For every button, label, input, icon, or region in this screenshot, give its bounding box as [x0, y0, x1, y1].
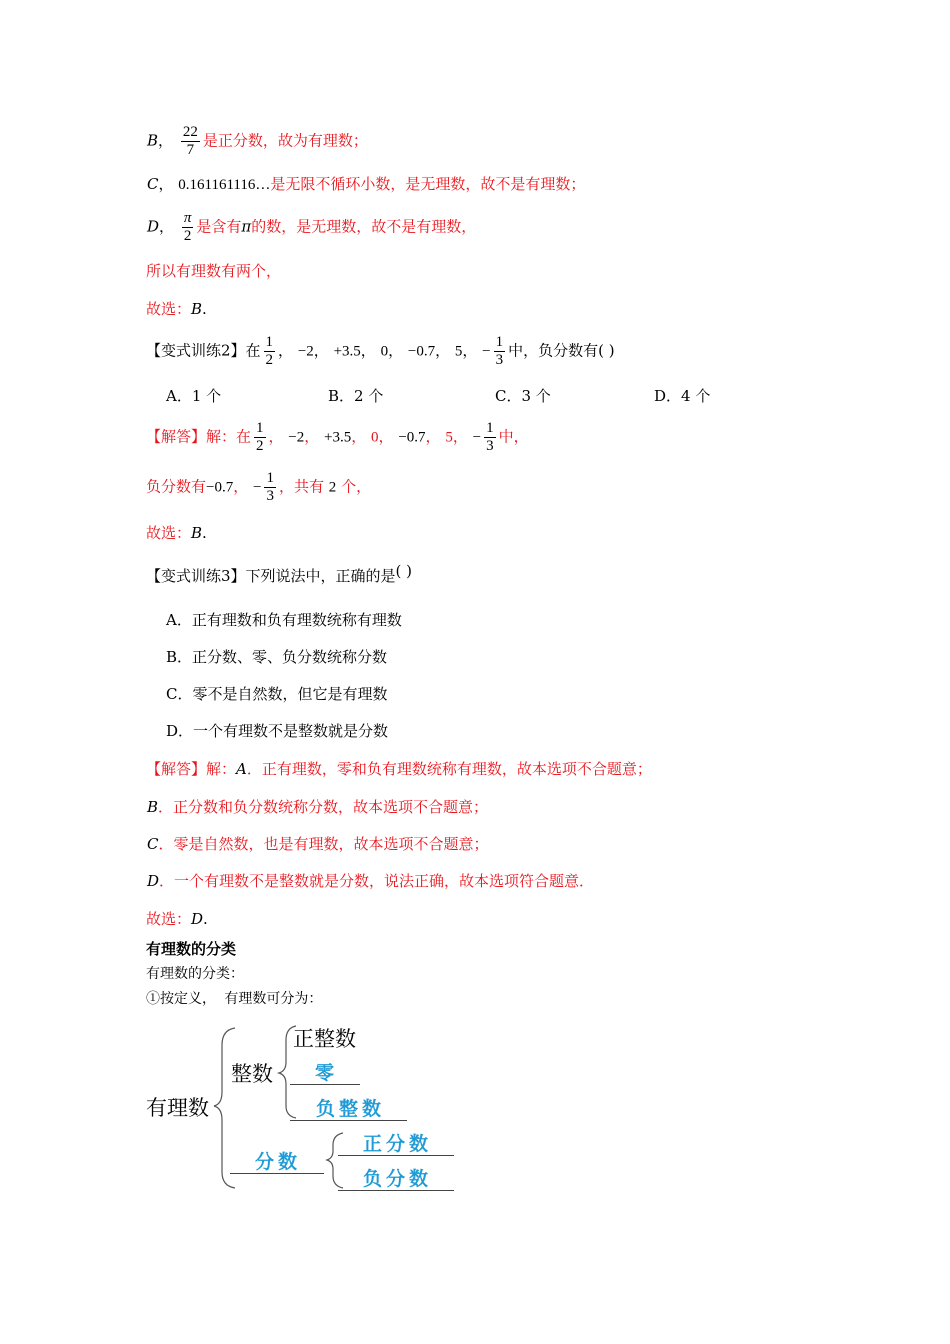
- fraction-half: $\frac{1}{2}$: [265, 334, 274, 368]
- ex3-option-c: C．零不是自然数，但它是有理数: [166, 685, 388, 703]
- blank-line-fraction: [230, 1173, 324, 1174]
- tree-negative-integer: 负整数: [316, 1098, 386, 1120]
- tree-positive-integer: 正整数: [293, 1027, 356, 1051]
- tree-root: 有理数: [146, 1096, 209, 1120]
- fraction-third: $\frac{1}{3}$: [266, 470, 274, 504]
- ex2-option-c: C．3 个: [495, 387, 551, 405]
- tree-negative-fraction: 负分数: [363, 1168, 433, 1190]
- blank-line-negative-integer: [290, 1120, 407, 1121]
- blank-line-negative-fraction: [338, 1190, 454, 1191]
- tree-fraction: 分数: [255, 1151, 302, 1173]
- ex3-solution-c: C．零是自然数，也是有理数，故本选项不合题意；: [147, 835, 489, 853]
- sol1-b-text: 是正分数，故为有理数；: [202, 131, 368, 150]
- ex3-title: 【变式训练3】下列说法中，正确的是: [146, 567, 396, 585]
- ex2-option-a: A．1 个: [166, 387, 222, 405]
- sol1-b-line: B， $\frac{22}{7}$ 是正分数，故为有理数；: [147, 124, 368, 158]
- ex2-question: 【变式训练2】在 $\frac{1}{2}$ ， −2， +3.5， 0， −0.7， 5， − $\frac{1}{3}$ 中，负分数有( ): [146, 334, 615, 368]
- ex3-answer: 故选：D.: [146, 910, 208, 928]
- sol1-answer: 故选：B.: [146, 300, 207, 318]
- root-brace: [214, 1028, 235, 1188]
- fraction-brace: [327, 1133, 343, 1188]
- section-subheading: 有理数的分类：: [146, 966, 244, 982]
- answer-paren: ( ): [395, 562, 413, 580]
- tree-zero: 零: [315, 1062, 339, 1084]
- blank-line-zero: [290, 1084, 360, 1085]
- fraction: $\frac{22}{7}$: [182, 124, 198, 158]
- fraction-third: $\frac{1}{3}$: [495, 334, 504, 368]
- fraction: $\frac{\pi}{2}$: [183, 210, 192, 244]
- decimal-number: 0.161161116…: [178, 177, 271, 193]
- ex3-solution-d: D．一个有理数不是整数就是分数，说法正确，故本选项符合题意．: [147, 872, 595, 890]
- section-definition: ①按定义， 有理数可分为：: [146, 991, 323, 1007]
- fraction-half: $\frac{1}{2}$: [256, 420, 264, 454]
- ex2-option-b: B．2 个: [328, 387, 384, 405]
- tree-positive-fraction: 正分数: [363, 1133, 433, 1155]
- fraction-third: $\frac{1}{3}$: [486, 420, 494, 454]
- ex3-option-d: D．一个有理数不是整数就是分数: [166, 722, 389, 740]
- sol1-c-line: C， 0.161161116…是无限不循环小数，是无理数，故不是有理数；: [147, 175, 586, 193]
- ex3-solution-a: 【解答】解：A．正有理数，零和负有理数统称有理数，故本选项不合题意；: [146, 760, 652, 778]
- ex2-title: 【变式训练2】在: [146, 341, 261, 360]
- ex2-solution-line1: 【解答】解：在 $\frac{1}{2}$ ， −2， +3.5， 0， −0.7， 5， − $\frac{1}{3}$ 中，: [146, 420, 529, 454]
- ex2-solution-line2: 负分数有−0.7， − $\frac{1}{3}$ ，共有 2 个，: [146, 470, 372, 504]
- ex3-solution-b: B．正分数和负分数统称分数，故本选项不合题意；: [147, 798, 489, 816]
- ex2-answer: 故选：B.: [146, 524, 207, 542]
- ex3-option-a: A．正有理数和负有理数统称有理数: [166, 611, 402, 629]
- blank-line-positive-fraction: [338, 1155, 454, 1156]
- section-heading: 有理数的分类: [146, 940, 237, 958]
- pi-symbol: π: [241, 217, 252, 236]
- option-label: B: [147, 131, 159, 150]
- sol1-d-line: D， $\frac{\pi}{2}$ 是含有π的数，是无理数，故不是有理数，: [147, 210, 477, 244]
- sol1-summary: 所以有理数有两个，: [146, 262, 282, 280]
- ex3-option-b: B．正分数、零、负分数统称分数: [166, 648, 388, 666]
- ex2-option-d: D．4 个: [654, 387, 711, 405]
- tree-integer: 整数: [231, 1062, 273, 1086]
